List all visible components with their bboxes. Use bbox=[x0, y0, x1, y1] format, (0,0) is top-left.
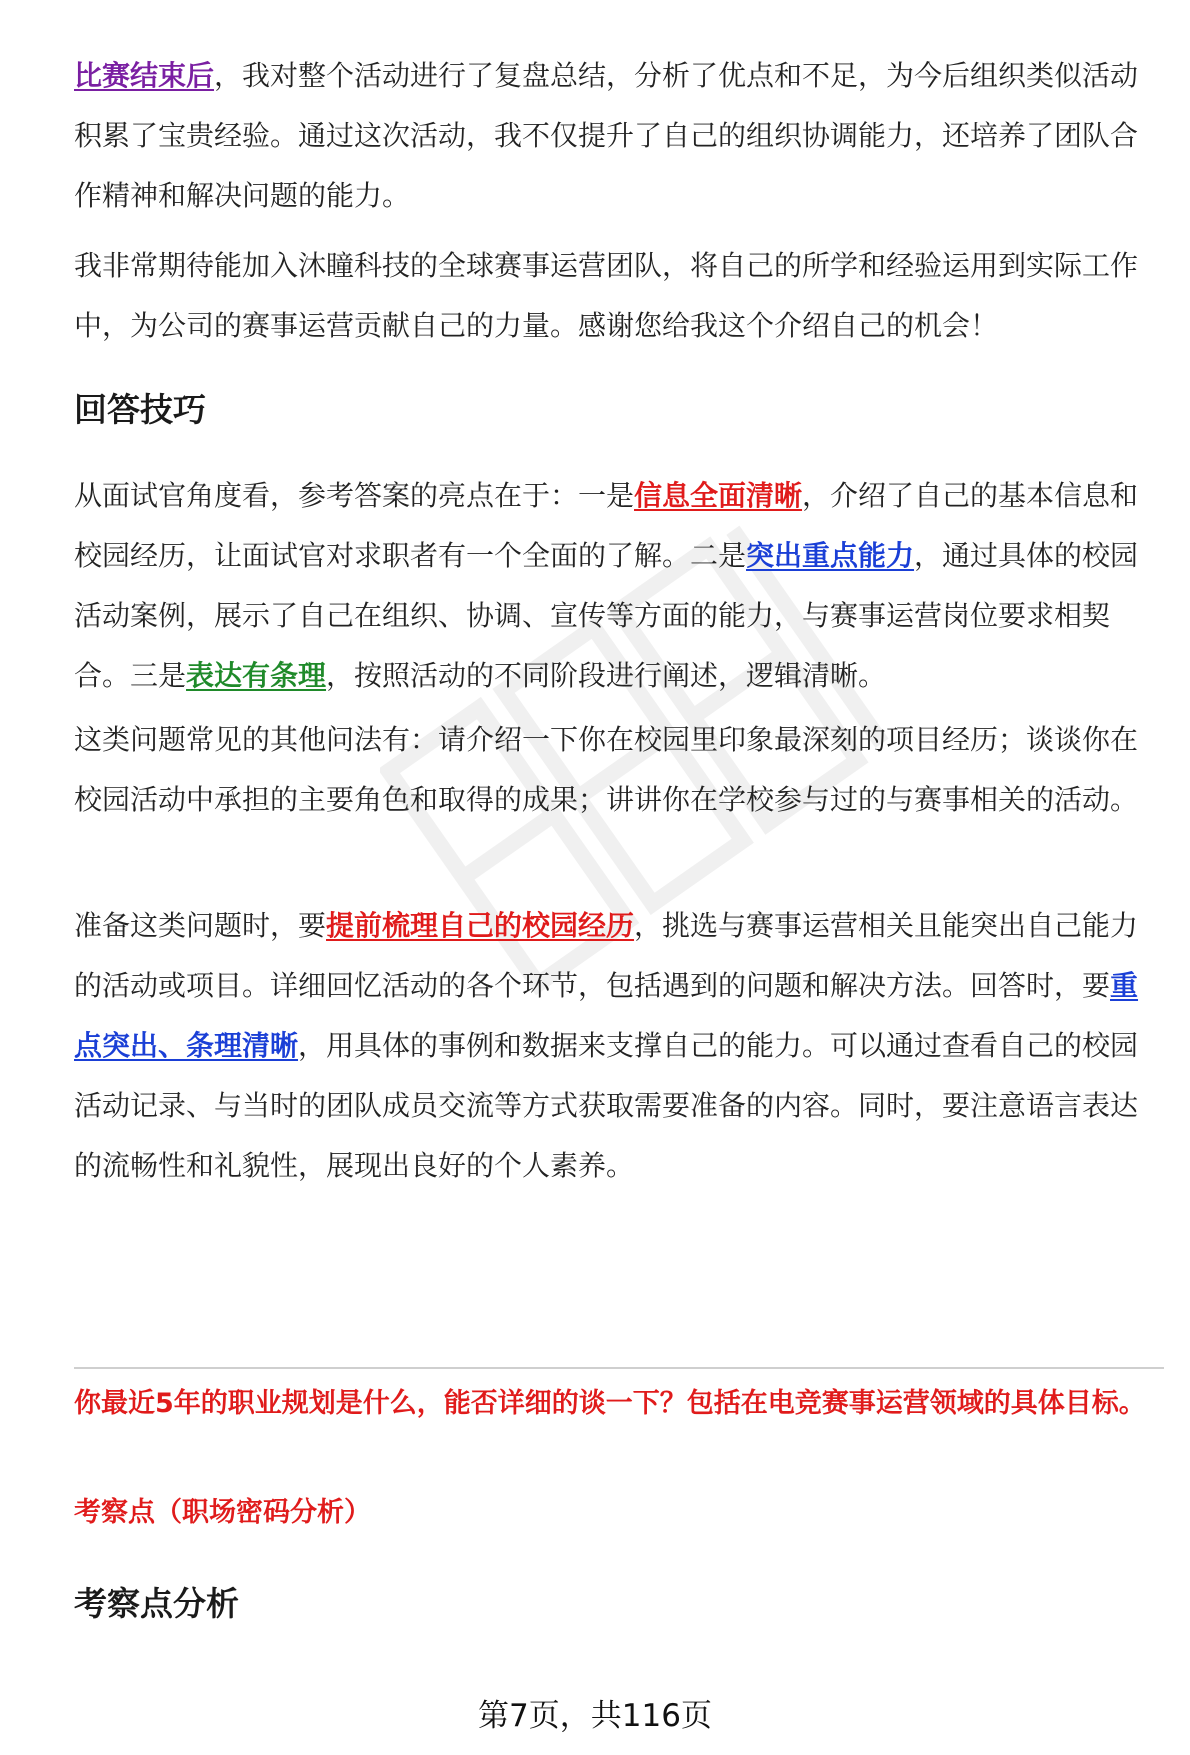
interview-question: 你最近5年的职业规划是什么，能否详细的谈一下？包括在电竞赛事运营领域的具体目标。 bbox=[74, 1388, 1146, 1419]
highlights-text-1: 从面试官角度看，参考答案的亮点在于：一是 bbox=[74, 479, 635, 512]
highlight-focus-clear: 重点突出、条理清晰 bbox=[74, 969, 1139, 1062]
section-title-analysis: 考察点分析 bbox=[74, 1584, 239, 1623]
paragraph-review bbox=[74, 46, 1164, 226]
preparation-text-1: 准备这类问题时，要 bbox=[74, 909, 327, 942]
section-title-answer-tips: 回答技巧 bbox=[74, 390, 206, 429]
highlights-text-3: ，通过具体的校园活动案例，展示了自己在组织、协调、宣传等方面的能力，与赛事运营岗位要求相契合。三是 bbox=[74, 539, 1139, 692]
question-subtitle: 考察点（职场密码分析） bbox=[74, 1497, 371, 1528]
paragraph-expectation: 我非常期待能加入沐瞳科技的全球赛事运营团队，将自己的所学和经验运用到实际工作中，为公司的赛事运营贡献自己的力量。感谢您给我这个介绍自己的机会！ bbox=[74, 249, 1139, 342]
highlight-key-ability: 突出重点能力 bbox=[746, 539, 915, 572]
paragraph-preparation bbox=[74, 896, 1164, 1196]
highlight-organized: 表达有条理 bbox=[186, 659, 327, 692]
paragraph-other-questions: 这类问题常见的其他问法有：请介绍一下你在校园里印象最深刻的项目经历；谈谈你在校园活动中承担的主要角色和取得的成果；讲讲你在学校参与过的与赛事相关的活动。 bbox=[74, 723, 1139, 816]
paragraph-review-text: ，我对整个活动进行了复盘总结，分析了优点和不足，为今后组织类似活动积累了宝贵经验。通过这次活动，我不仅提升了自己的组织协调能力，还培养了团队合作精神和解决问题的能力。 bbox=[74, 59, 1139, 212]
preparation-text-2: ，挑选与赛事运营相关且能突出自己能力的活动或项目。详细回忆活动的各个环节，包括遇到的问题和解决方法。回答时，要 bbox=[74, 909, 1139, 1002]
highlights-text-2: ，介绍了自己的基本信息和校园经历，让面试官对求职者有一个全面的了解。二是 bbox=[74, 479, 1139, 572]
highlights-text-4: ，按照活动的不同阶段进行阐述，逻辑清晰。 bbox=[326, 659, 887, 692]
highlight-after-competition: 比赛结束后 bbox=[74, 59, 215, 92]
paragraph-highlights bbox=[74, 466, 1164, 706]
section-divider bbox=[74, 1367, 1164, 1369]
highlight-info-clear: 信息全面清晰 bbox=[634, 479, 803, 512]
page-number-footer: 第7页，共116页 bbox=[478, 1698, 712, 1734]
highlight-sort-experience: 提前梳理自己的校园经历 bbox=[326, 909, 635, 942]
preparation-text-3: ，用具体的事例和数据来支撑自己的能力。可以通过查看自己的校园活动记录、与当时的团队成员交流等方式获取需要准备的内容。同时，要注意语言表达的流畅性和礼貌性，展现出良好的个人素养。 bbox=[74, 1029, 1139, 1182]
